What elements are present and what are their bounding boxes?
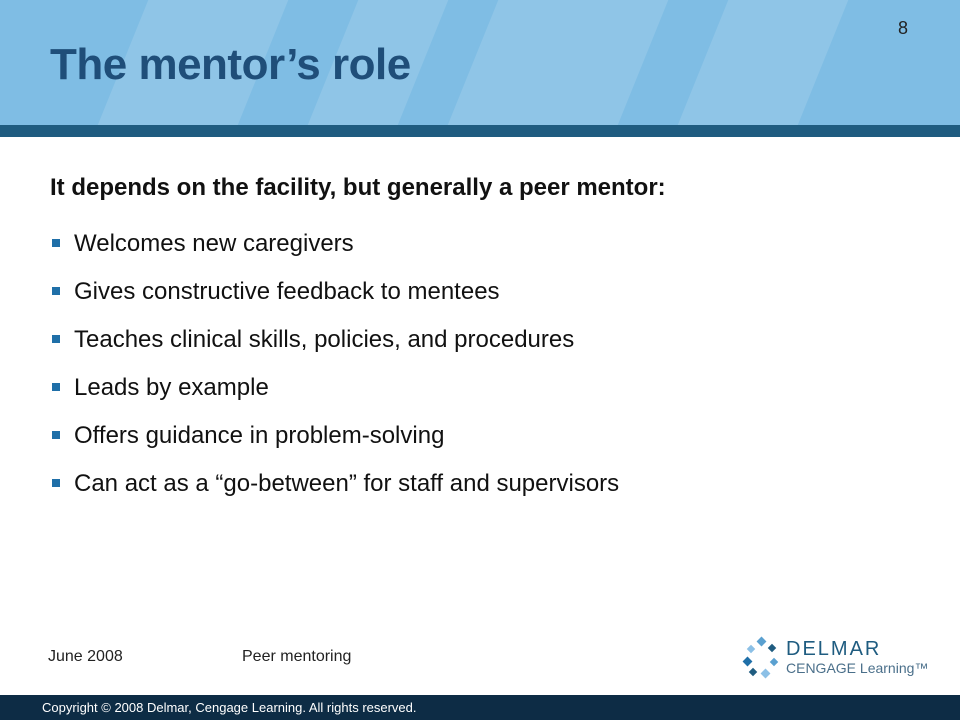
bullet-text: Leads by example <box>74 374 269 401</box>
slide-title: The mentor’s role <box>50 40 411 89</box>
bullet-item <box>50 220 930 268</box>
bullet-text: Offers guidance in problem-solving <box>74 422 445 449</box>
bullet-item <box>50 412 930 460</box>
intro-text: It depends on the facility, but generally a peer mentor: <box>50 174 666 201</box>
logo-name: DELMAR <box>786 638 882 660</box>
header-decor-band <box>426 0 685 125</box>
bullet-item <box>50 316 930 364</box>
bullet-text: Can act as a “go-between” for staff and supervisors <box>74 470 620 497</box>
bullet-item <box>50 268 930 316</box>
bullet-text: Welcomes new caregivers <box>74 230 354 257</box>
square-bullet-icon <box>52 239 60 247</box>
square-bullet-icon <box>52 287 60 295</box>
square-bullet-icon <box>52 383 60 391</box>
square-bullet-icon <box>52 479 60 487</box>
bullet-list <box>50 220 930 508</box>
footer-topic: Peer mentoring <box>242 648 352 665</box>
square-bullet-icon <box>52 431 60 439</box>
logo-subtitle: CENGAGE Learning™ <box>786 660 929 676</box>
logo-mark-icon <box>742 636 782 680</box>
bullet-item <box>50 364 930 412</box>
square-bullet-icon <box>52 335 60 343</box>
footer-date: June 2008 <box>48 648 123 665</box>
copyright-bar <box>0 695 960 720</box>
header-rule <box>0 125 960 137</box>
bullet-item <box>50 460 930 508</box>
bullet-text: Gives constructive feedback to mentees <box>74 278 500 305</box>
header-decor-band <box>656 0 865 125</box>
slide-number: 8 <box>897 18 908 38</box>
slide-body <box>50 170 930 508</box>
delmar-cengage-logo <box>742 636 929 684</box>
slide-header <box>0 0 960 125</box>
copyright-text: Copyright © 2008 Delmar, Cengage Learning. All rights reserved. <box>42 700 417 715</box>
bullet-text: Teaches clinical skills, policies, and procedures <box>74 326 575 353</box>
